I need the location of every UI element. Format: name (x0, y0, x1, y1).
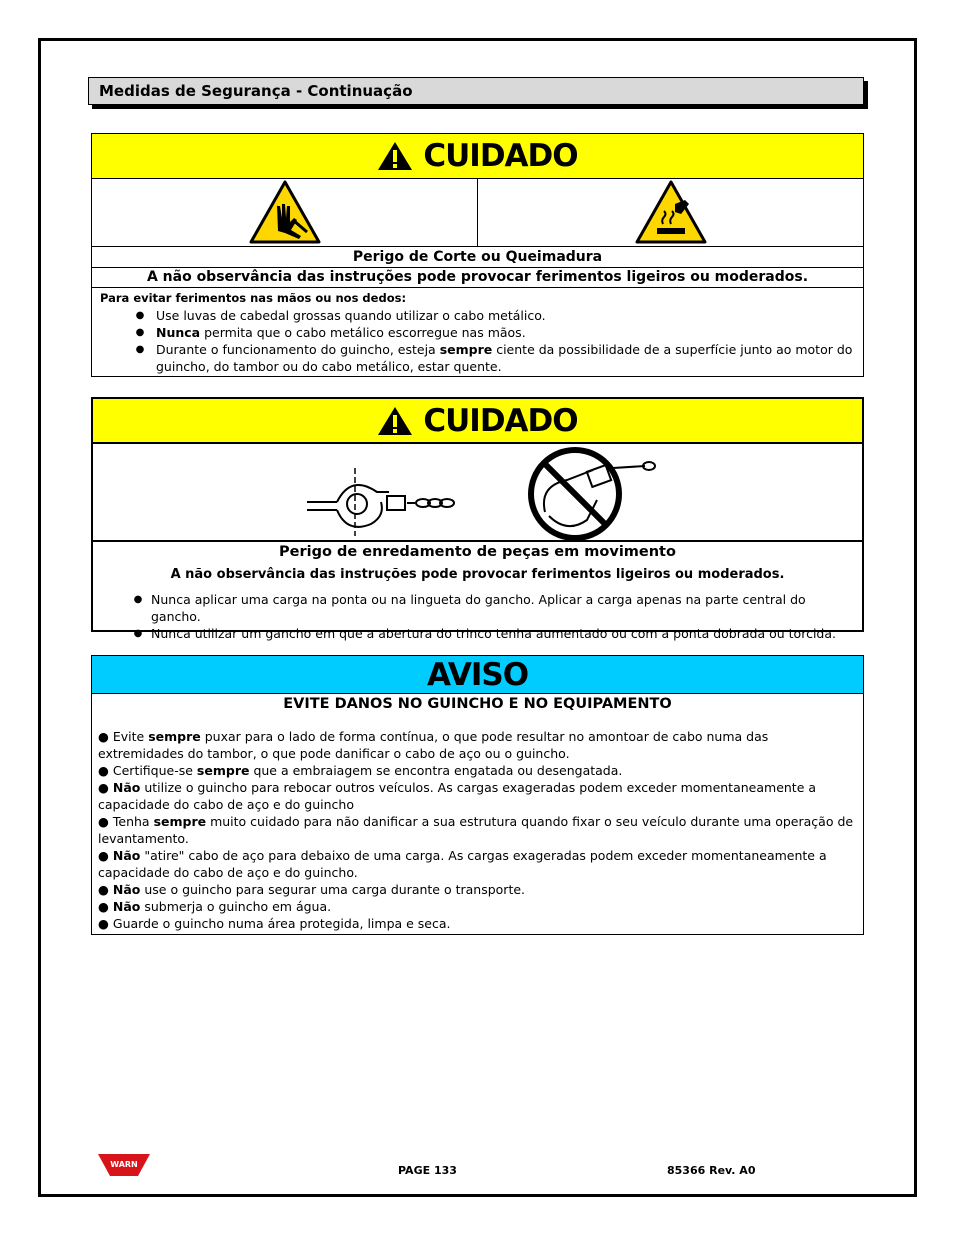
bullet: ● (135, 310, 145, 321)
list-item: ● Use luvas de cabedal grossas quando utilizar o cabo metálico. (100, 307, 855, 324)
document-revision: 85366 Rev. A0 (667, 1164, 756, 1177)
instructions-list (93, 588, 862, 643)
notice-item: ● Tenha sempre muito cuidado para não danificar a sua estrutura quando fixar o seu veículo durante uma operação de levantamento. (98, 814, 854, 846)
caution-banner (93, 399, 862, 444)
section-header (88, 77, 868, 109)
notice-item: ● Certifique-se sempre que a embraiagem se encontra engatada ou desengatada. (98, 763, 623, 778)
bullet: ● (135, 344, 145, 355)
consequence-text: A não observância das instruções pode provocar ferimentos ligeiros ou moderados. (170, 567, 785, 582)
warning-triangle-icon (377, 406, 413, 436)
list-item: ● Nunca permita que o cabo metálico escorregue nas mãos. (100, 324, 855, 341)
bullet: ● (135, 327, 145, 338)
notice-item: ● Não utilize o guincho para rebocar outros veículos. As cargas exageradas podem exceder momentaneamente a capacidade do cabo de aço e do guincho (98, 780, 817, 812)
hazard-icons-row (92, 179, 863, 247)
section-title: Medidas de Segurança - Continuação (88, 77, 864, 105)
hook-tip-load-prohibited-icon (525, 446, 659, 542)
notice-body (92, 696, 863, 934)
notice-banner (92, 656, 863, 694)
hand-cut-hazard-icon (249, 180, 321, 244)
warn-logo (98, 1152, 150, 1178)
page-number: PAGE 133 (398, 1164, 457, 1177)
hazard-title: Perigo de enredamento de peças em movimento (279, 544, 676, 560)
icon-cell (92, 179, 477, 246)
icon-cell (477, 179, 863, 246)
notice-item: ● Evite sempre puxar para o lado de forma contínua, o que pode resultar no amontoar de cabo numa das extremidades do tambor, o que pode danificar o cabo de aço ou o guincho. (98, 729, 769, 761)
list-item: ● Nunca utilizar um gancho em que a abertura do trinco tenha aumentado ou com a ponta dobrada ou torcida. (101, 625, 854, 642)
caution-label: CUIDADO (423, 402, 578, 439)
bullet: ● (133, 628, 143, 639)
consequence-text: A não observância das instruções pode provocar ferimentos ligeiros ou moderados. (92, 268, 863, 288)
hook-illustrations (93, 444, 862, 542)
svg-text:WARN: WARN (110, 1160, 138, 1169)
notice-panel (91, 655, 864, 935)
notice-label: AVISO (426, 656, 529, 693)
hot-surface-burn-hazard-icon (635, 180, 707, 244)
notice-item: ● Não submerja o guincho em água. (98, 899, 332, 914)
caution-panel-entanglement (91, 397, 864, 641)
notice-item: ● Guarde o guincho numa área protegida, limpa e seca. (98, 916, 451, 931)
caution-label: CUIDADO (423, 138, 578, 174)
notice-item: ● Não use o guincho para segurar uma carga durante o transporte. (98, 882, 526, 897)
list-lead: Para evitar ferimentos nas mãos ou nos dedos: (100, 291, 407, 305)
caution-panel-cut-burn (91, 133, 864, 377)
list-item: ● Durante o funcionamento do guincho, esteja sempre ciente da possibilidade de a superfície junto ao motor do guincho, do tambor ou do cabo metálico, estar quente. (100, 341, 855, 375)
hook-correct-load-icon (307, 468, 457, 538)
caution-banner (92, 134, 863, 179)
notice-item: ● Não "atire" cabo de aço para debaixo de uma carga. As cargas exageradas podem exceder momentaneamente a capacidade do cabo de aço e do guincho. (98, 848, 827, 880)
instructions-list (92, 288, 863, 376)
bullet: ● (133, 594, 143, 605)
list-item: ● Nunca aplicar uma carga na ponta ou na lingueta do gancho. Aplicar a carga apenas na parte central do gancho. (101, 591, 854, 625)
notice-title: EVITE DANOS NO GUINCHO E NO EQUIPAMENTO (283, 696, 672, 712)
warning-triangle-icon (377, 141, 413, 171)
hazard-title: Perigo de Corte ou Queimadura (92, 247, 863, 268)
